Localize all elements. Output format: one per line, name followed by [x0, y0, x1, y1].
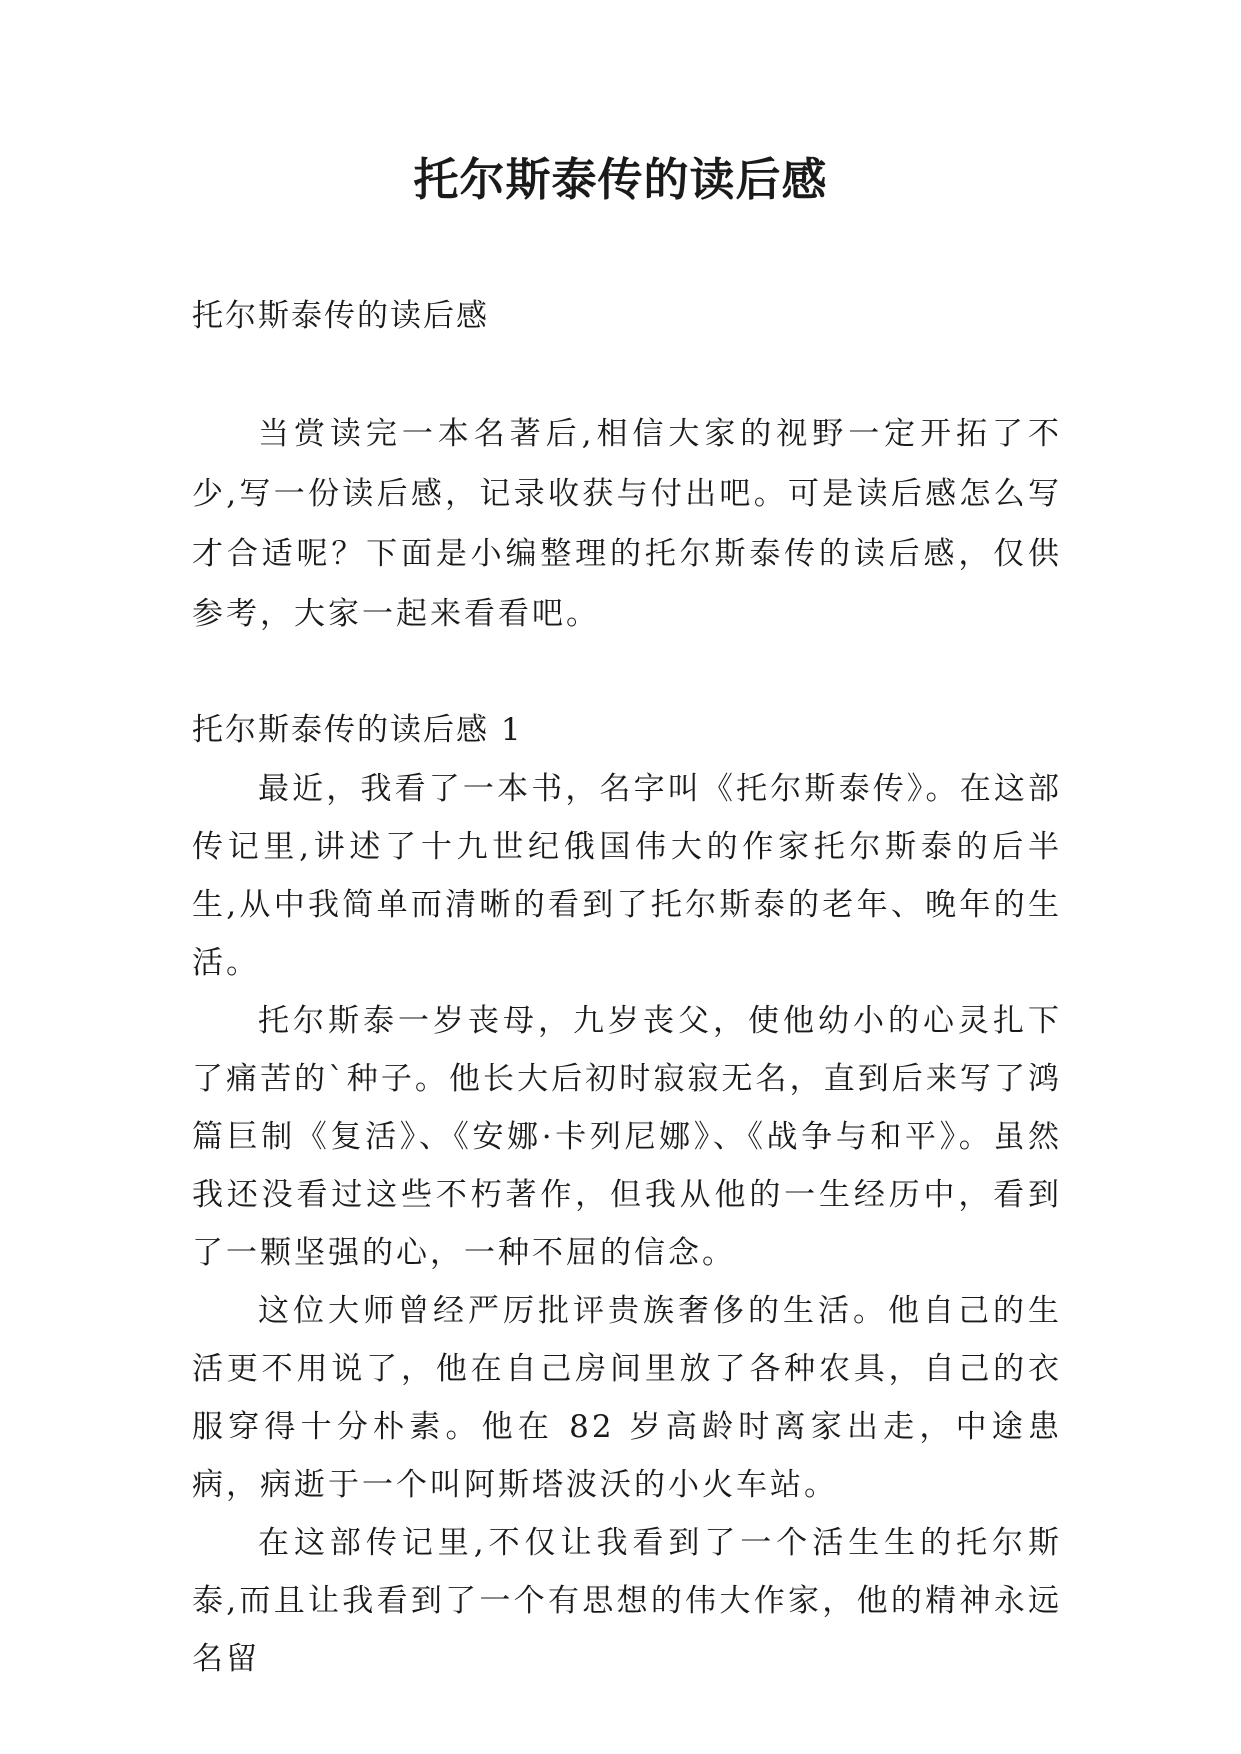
section-heading: 托尔斯泰传的读后感 1	[192, 712, 523, 748]
intro-paragraph: 当赏读完一本名著后,相信大家的视野一定开拓了不少,写一份读后感，记录收获与付出吧。可是读后感怎么写才合适呢？下面是小编整理的托尔斯泰传的读后感，仅供参考，大家一起来看看吧。	[192, 416, 1062, 632]
document-title: 托尔斯泰传的读后感	[413, 153, 828, 206]
body-paragraph: 这位大师曾经严厉批评贵族奢侈的生活。他自己的生活更不用说了，他在自己房间里放了各种农具，自己的衣服穿得十分朴素。他在 82 岁高龄时离家出走，中途患病，病逝于一个叫阿斯塔波沃的小火车站。	[192, 1293, 1062, 1503]
spacer	[192, 346, 1062, 404]
document-subtitle: 托尔斯泰传的读后感	[192, 298, 489, 334]
body-paragraph: 托尔斯泰一岁丧母，九岁丧父，使他幼小的心灵扎下了痛苦的`种子。他长大后初时寂寂无名，直到后来写了鸿篇巨制《复活》、《安娜·卡列尼娜》、《战争与和平》。虽然我还没看过这些不朽著作，但我从他的一生经历中，看到了一颗坚强的心，一种不屈的信念。	[192, 1003, 1062, 1271]
document-body	[192, 286, 1062, 1688]
body-paragraph: 最近，我看了一本书，名字叫《托尔斯泰传》。在这部传记里,讲述了十九世纪俄国伟大的作家托尔斯泰的后半生,从中我简单而清晰的看到了托尔斯泰的老年、晚年的生活。	[192, 771, 1062, 981]
spacer	[192, 644, 1062, 700]
body-paragraph: 在这部传记里,不仅让我看到了一个活生生的托尔斯泰,而且让我看到了一个有思想的伟大作家，他的精神永远名留	[192, 1525, 1062, 1677]
